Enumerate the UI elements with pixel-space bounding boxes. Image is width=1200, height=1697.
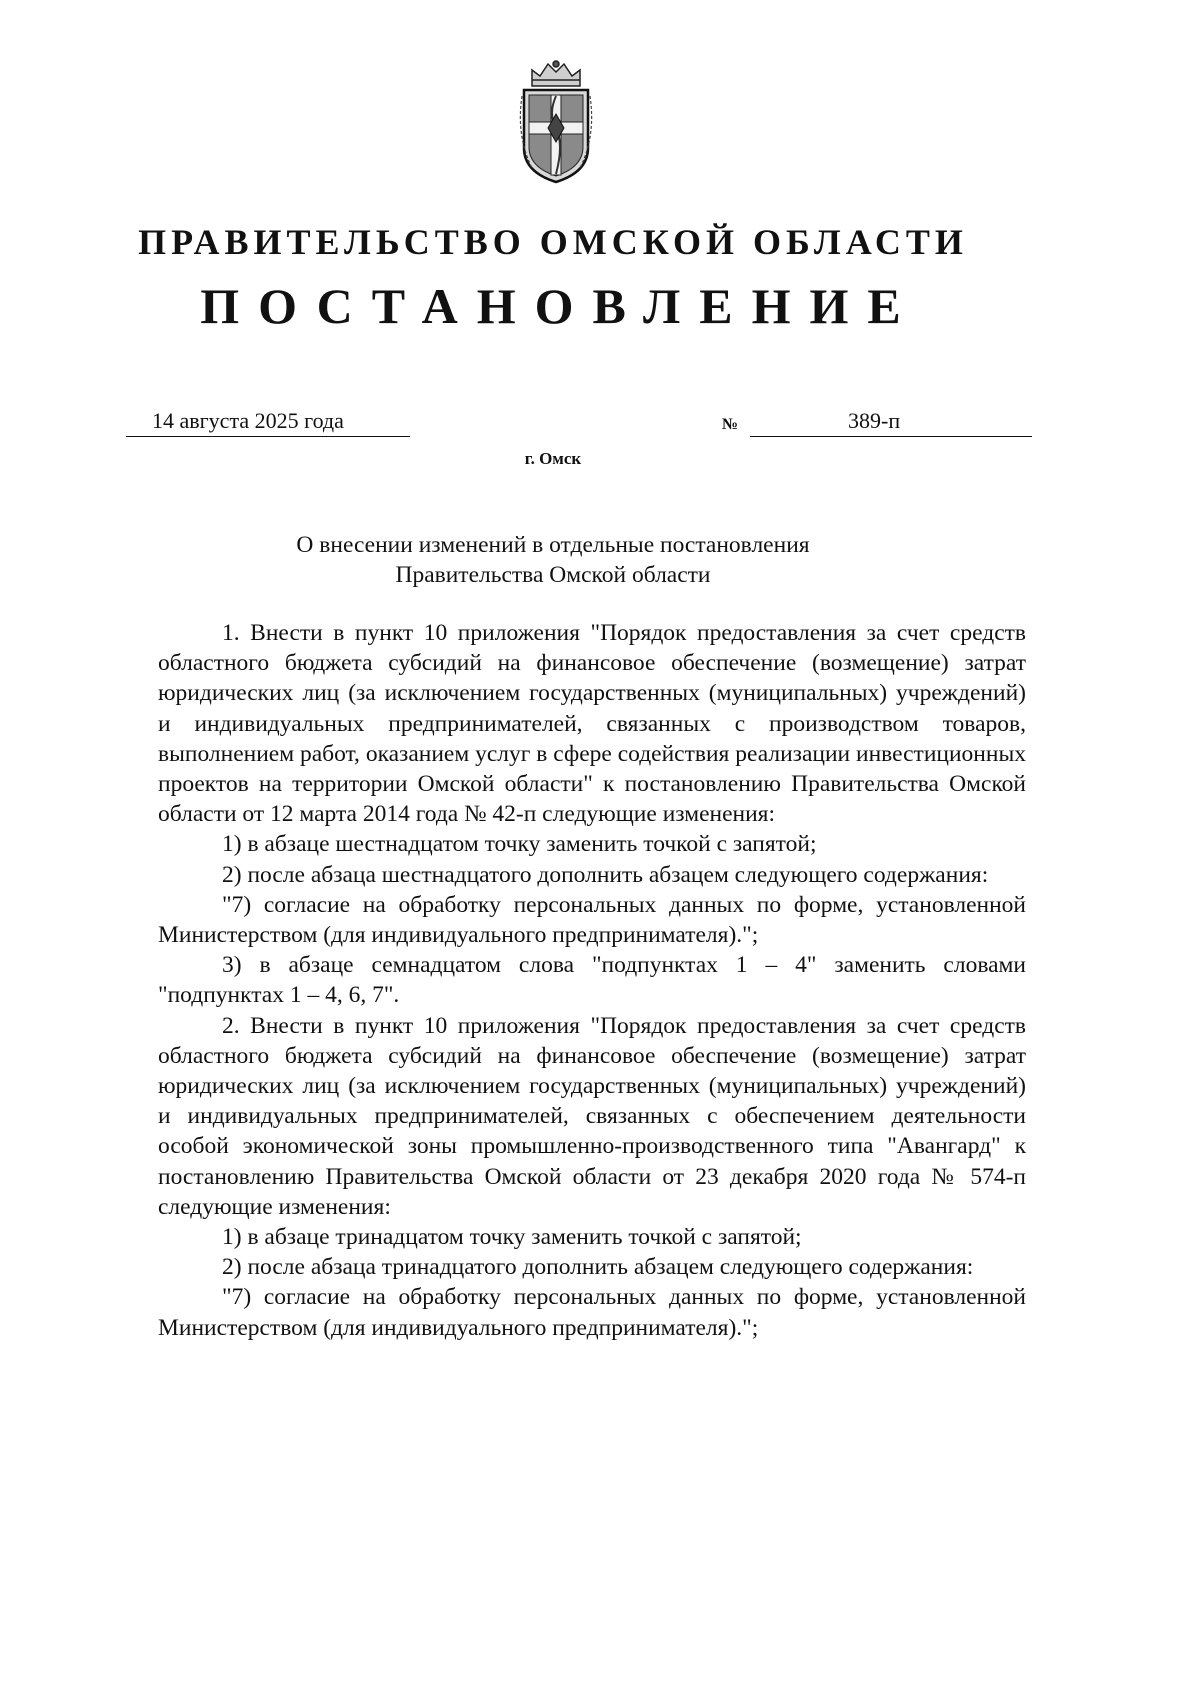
document-number: 389-п <box>848 408 901 433</box>
paragraph-1-item-1: 1) в абзаце шестнадцатом точку заменить точкой с запятой; <box>222 831 817 858</box>
paragraph-2: 2. Внести в пункт 10 приложения "Порядок предоставления за счет средств областного бюджета субсидий на финансовое обеспечение (возмещение) затрат юридических лиц (за исключением государственных (муниципальных) учреждений) и индивидуальных предпринимателей, связанных с обеспечением деятельности особой экономической зоны промышленно-производственного типа "Авангард" к постановлению Правительства Омской области от 23 декабря 2020 года № 574-п следующие изменения: <box>158 1012 1026 1220</box>
title-line-1: О внесении изменений в отдельные постановления <box>296 532 810 558</box>
document-date: 14 августа 2025 года <box>152 408 344 433</box>
coat-of-arms-emblem <box>518 56 594 186</box>
paragraph-2-item-1: 1) в абзаце тринадцатом точку заменить точкой с запятой; <box>222 1224 802 1251</box>
city: г. Омск <box>524 449 582 468</box>
paragraph-2-item-2-quote: "7) согласие на обработку персональных данных по форме, установленной Министерством (для индивидуального предпринимателя)."; <box>158 1284 1026 1341</box>
paragraph-1-item-3: 3) в абзаце семнадцатом слова "подпунктах 1 – 4" заменить словами "подпунктах 1 – 4, 6, 7". <box>158 952 1026 1009</box>
organization-name: ПРАВИТЕЛЬСТВО ОМСКОЙ ОБЛАСТИ <box>138 222 968 262</box>
paragraph-1-item-2: 2) после абзаца шестнадцатого дополнить абзацем следующего содержания: <box>222 861 989 888</box>
paragraph-1: 1. Внести в пункт 10 приложения "Порядок предоставления за счет средств областного бюджета субсидий на финансовое обеспечение (возмещение) затрат юридических лиц (за исключением государственных (муниципальных) учреждений) и индивидуальных предпринимателей, связанных с производством товаров, выполнением работ, оказанием услуг в сфере содействия реализации инвестиционных проектов на территории Омской области" к постановлению Правительства Омской области от 12 марта 2014 года № 42-п следующие изменения: <box>158 620 1026 828</box>
number-sign: № <box>722 416 739 433</box>
document-title <box>0 530 1106 590</box>
paragraph-1-item-2-quote: "7) согласие на обработку персональных данных по форме, установленной Министерством (для индивидуального предпринимателя)."; <box>158 891 1026 949</box>
paragraph-2-item-2: 2) после абзаца тринадцатого дополнить абзацем следующего содержания: <box>222 1254 974 1281</box>
document-type: ПОСТАНОВЛЕНИЕ <box>200 278 920 334</box>
title-line-2: Правительства Омской области <box>395 562 711 588</box>
document-body <box>158 618 1026 1343</box>
